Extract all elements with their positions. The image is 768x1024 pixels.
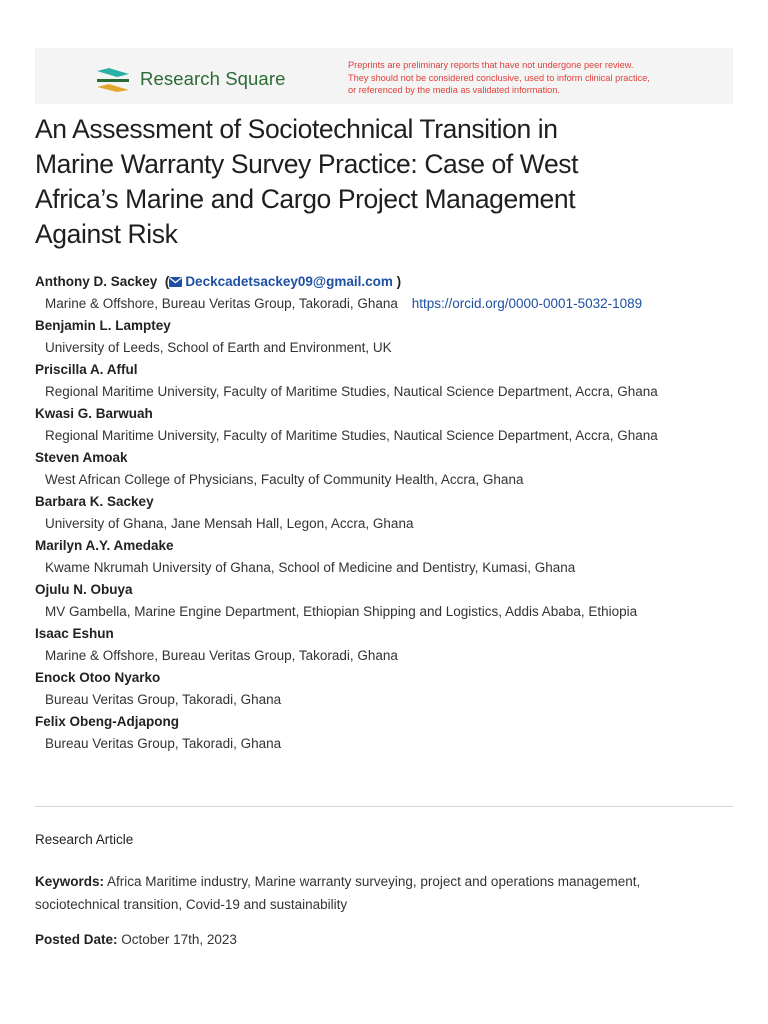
email-close-paren: )	[392, 274, 402, 289]
author-name: Marilyn A.Y. Amedake	[35, 538, 174, 553]
author-name: Barbara K. Sackey	[35, 494, 154, 509]
author-affiliation: Bureau Veritas Group, Takoradi, Ghana	[45, 736, 282, 751]
author-entry	[35, 360, 735, 404]
brand-name: Research Square	[140, 68, 286, 89]
author-affiliation: Bureau Veritas Group, Takoradi, Ghana	[45, 692, 282, 707]
author-entry	[35, 316, 735, 360]
orcid-link[interactable]: https://orcid.org/0000-0001-5032-1089	[411, 296, 643, 311]
author-affiliation: Kwame Nkrumah University of Ghana, School of Medicine and Dentistry, Kumasi, Ghana	[45, 560, 576, 575]
email-text: Deckcadetsackey09@gmail.com	[185, 274, 393, 289]
preprint-banner	[35, 48, 733, 104]
author-name: Kwasi G. Barwuah	[35, 406, 153, 421]
title-line: Marine Warranty Survey Practice: Case of West	[35, 149, 579, 179]
keywords-text: Africa Maritime industry, Marine warranty surveying, project and operations management, sociotechnical transition, Covid-19 and sustainability	[35, 874, 641, 912]
affiliation-text: Marine & Offshore, Bureau Veritas Group, Takoradi, Ghana	[45, 296, 398, 311]
posted-date-block	[35, 932, 237, 947]
author-name: Steven Amoak	[35, 450, 128, 465]
author-name	[35, 272, 735, 292]
author-affiliation: MV Gambella, Marine Engine Department, Ethiopian Shipping and Logistics, Addis Ababa, Ethiopia	[45, 604, 638, 619]
preprint-notice	[348, 59, 728, 97]
author-entry	[35, 668, 735, 712]
research-square-logo[interactable]	[95, 66, 285, 92]
author-entry	[35, 272, 735, 316]
author-name: Priscilla A. Afful	[35, 362, 138, 377]
author-affiliation: Regional Maritime University, Faculty of Maritime Studies, Nautical Science Department, Accra, Ghana	[45, 384, 658, 399]
author-name: Ojulu N. Obuya	[35, 582, 133, 597]
keywords-label: Keywords:	[35, 874, 105, 889]
author-affiliation: University of Ghana, Jane Mensah Hall, Legon, Accra, Ghana	[45, 516, 414, 531]
author-entry	[35, 536, 735, 580]
author-list	[35, 272, 735, 756]
author-affiliation: West African College of Physicians, Faculty of Community Health, Accra, Ghana	[45, 472, 524, 487]
author-affiliation: University of Leeds, School of Earth and Environment, UK	[45, 340, 392, 355]
author-entry	[35, 448, 735, 492]
title-line: An Assessment of Sociotechnical Transition in	[35, 114, 558, 144]
envelope-icon	[169, 277, 182, 287]
notice-line: or referenced by the media as validated information.	[348, 85, 560, 96]
title-line: Africa’s Marine and Cargo Project Management	[35, 184, 576, 214]
author-entry	[35, 624, 735, 668]
paper-title	[35, 112, 735, 252]
posted-date-value: October 17th, 2023	[121, 932, 237, 947]
author-affiliation: Marine & Offshore, Bureau Veritas Group, Takoradi, Ghana	[45, 648, 398, 663]
author-name: Benjamin L. Lamptey	[35, 318, 171, 333]
notice-line: They should not be considered conclusive, used to inform clinical practice,	[348, 72, 650, 83]
author-affiliation: Regional Maritime University, Faculty of Maritime Studies, Nautical Science Department, Accra, Ghana	[45, 428, 658, 443]
article-type: Research Article	[35, 832, 134, 847]
author-name: Isaac Eshun	[35, 626, 114, 641]
author-entry	[35, 492, 735, 536]
email-open-paren: (	[161, 274, 170, 289]
author-entry	[35, 580, 735, 624]
posted-date-label: Posted Date:	[35, 932, 118, 947]
title-line: Against Risk	[35, 219, 178, 249]
author-affiliation	[35, 292, 735, 316]
author-name-text: Anthony D. Sackey	[35, 274, 158, 289]
research-square-logo-icon	[95, 66, 131, 92]
notice-line: Preprints are preliminary reports that have not undergone peer review.	[348, 60, 634, 70]
author-entry	[35, 712, 735, 756]
author-entry	[35, 404, 735, 448]
author-email-link[interactable]	[169, 274, 393, 289]
keywords-block	[35, 870, 725, 916]
author-name: Enock Otoo Nyarko	[35, 670, 161, 685]
author-name: Felix Obeng-Adjapong	[35, 714, 179, 729]
section-divider	[35, 806, 733, 807]
